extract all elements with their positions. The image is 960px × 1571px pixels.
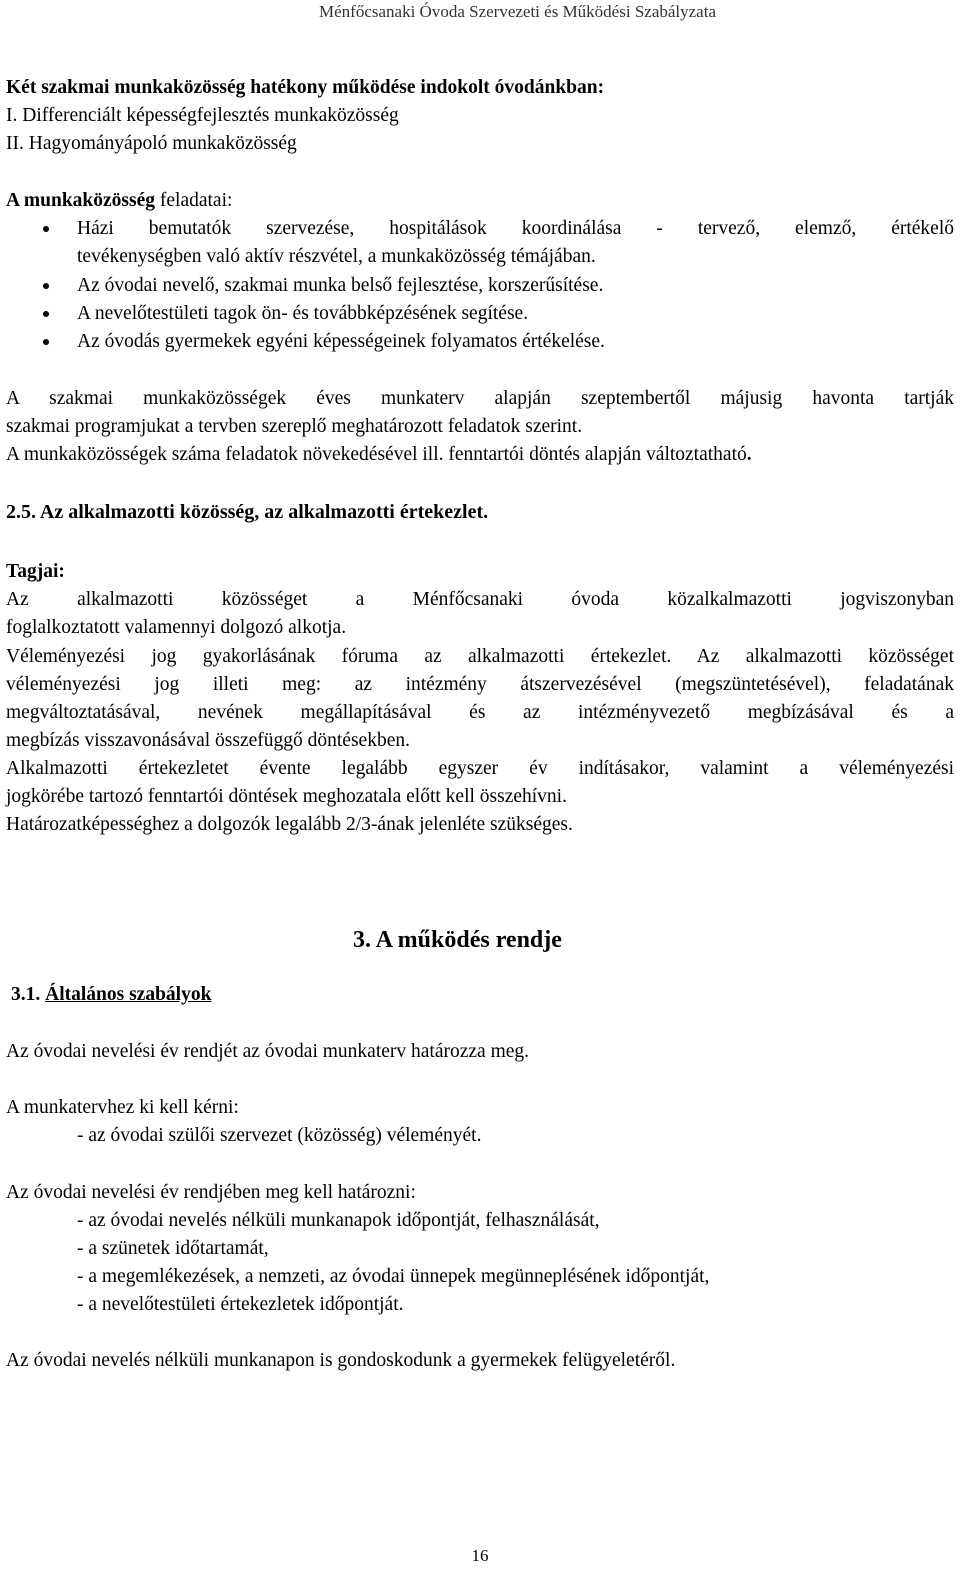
members-paragraph-line: Az alkalmazotti közösséget a Ménfőcsanaki óvoda közalkalmazotti jogviszonyban [6,589,954,610]
workgroups-count-period: . [746,444,752,465]
define-item: - a nevelőtestületi értekezletek időpontját. [77,1294,404,1315]
workgroup-item: I. Differenciált képességfejlesztés munkaközösség [6,105,399,126]
meeting-paragraph-line: jogkörébe tartozó fenntartói döntések meghozatala előtt kell összehívni. [6,786,567,807]
supervision-paragraph: Az óvodai nevelés nélküli munkanapon is gondoskodunk a gyermekek felügyeletéről. [6,1350,676,1371]
subsection-number: 3.1. [11,984,46,1005]
workgroups-count-text: A munkaközösségek száma feladatok növekedésével ill. fenntartói döntés alapján változtatható [6,444,747,465]
page-number: 16 [471,1546,489,1565]
schedule-paragraph: Az óvodai nevelési év rendjét az óvodai munkaterv határozza meg. [6,1041,530,1062]
workgroups-paragraph-line [6,441,752,469]
workgroups-paragraph-line: A szakmai munkaközösségek éves munkaterv alapján szeptembertől májusig havonta tartják [6,388,954,409]
bullet-icon [43,311,49,317]
subsection-title: Általános szabályok [45,984,212,1005]
workplan-intro: A munkatervhez ki kell kérni: [6,1097,239,1118]
define-item: - a megemlékezések, a nemzeti, az óvodai ünnepek megünneplésének időpontját, [77,1266,710,1287]
section-heading: 2.5. Az alkalmazotti közösség, az alkalmazotti értekezlet. [6,501,489,523]
opinion-paragraph-line: megbízás visszavonásával összefüggő döntésekben. [6,730,410,751]
meeting-paragraph-line: Alkalmazotti értekezletet évente legalább egyszer év indításakor, valamint a véleményezési [6,758,954,779]
tasks-title [6,187,232,215]
subsection-heading [11,981,211,1009]
opinion-paragraph-line: Véleményezési jog gyakorlásának fóruma az alkalmazotti értekezlet. Az alkalmazotti közösséget [6,646,954,667]
task-item: A nevelőtestületi tagok ön- és továbbképzésének segítése. [77,303,529,324]
members-paragraph-line: foglalkoztatott valamennyi dolgozó alkotja. [6,617,347,638]
workgroup-item: II. Hagyományápoló munkaközösség [6,133,297,154]
task-item-line: tevékenységben való aktív részvétel, a munkaközösség témájában. [77,246,596,267]
task-item: Az óvodai nevelő, szakmai munka belső fejlesztése, korszerűsítése. [77,275,604,296]
bullet-icon [43,339,49,345]
quorum-paragraph: Határozatképességhez a dolgozók legalább 2/3-ának jelenléte szükséges. [6,814,573,835]
workgroups-intro: Két szakmai munkaközösség hatékony működése indokolt óvodánkban: [6,77,605,98]
workplan-item: - az óvodai szülői szervezet (közösség) véleményét. [77,1125,482,1146]
tasks-title-bold: A munkaközösség [6,190,155,211]
tasks-title-rest: feladatai: [155,190,233,211]
define-item: - az óvodai nevelés nélküli munkanapok időpontját, felhasználását, [77,1210,600,1231]
define-intro: Az óvodai nevelési év rendjében meg kell határozni: [6,1182,416,1203]
chapter-heading: 3. A működés rendje [353,927,562,953]
workgroups-paragraph-line: szakmai programjukat a tervben szereplő meghatározott feladatok szerint. [6,416,583,437]
opinion-paragraph-line: megváltoztatásával, nevének megállapításával és az intézményvezető megbízásával és a [6,702,954,723]
task-item-line: Házi bemutatók szervezése, hospitálások koordinálása - tervező, elemző, értékelő [77,218,954,239]
bullet-icon [43,226,49,232]
define-item: - a szünetek időtartamát, [77,1238,269,1259]
bullet-icon [43,283,49,289]
task-item: Az óvodás gyermekek egyéni képességeinek folyamatos értékelése. [77,331,605,352]
members-label: Tagjai: [6,561,65,582]
opinion-paragraph-line: véleményezési jog illeti meg: az intézmény átszervezésével (megszüntetésével), feladatának [6,674,954,695]
document-header: Ménfőcsanaki Óvoda Szervezeti és Működési Szabályzata [319,2,716,21]
